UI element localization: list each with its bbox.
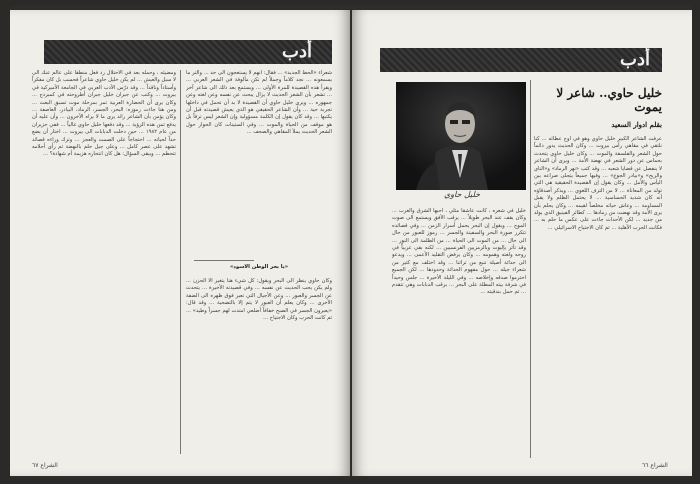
section-header-band — [380, 48, 662, 72]
right-page — [352, 10, 692, 476]
section-header-band — [44, 40, 332, 64]
text-column-left — [32, 70, 176, 456]
text-column-right — [186, 70, 332, 256]
article-title: خليل حاوي.. شاعر لا يموت — [556, 86, 662, 114]
column-text: خليل في شعره ، كانت عاشقاً مثلي ، أحبها الشرق والغرب ... وكان يقف عند البحر طويلاً ... يرقب الأفق ويستمع الى صوت الموج ... ويقول إن البحر يحمل أسرار الزمن ... وفي قصائده تتكرر صورة البحر والسفينة والجسر ... رموز للعبور من حال الى حال ... من الموت الى الحياة ... من الظلمة الى النور ... وقد تأثر بإليوت وبالرمزيين الفرنسيين ... لكنه بقي عربياً في روحه ولغته وهمومه ... وكان يرفض التقليد الأعمى ... ويدعو الى حداثة أصيلة تنبع من تراثنا ... وقد اختلف مع كثير من شعراء جيله ... حول مفهوم الحداثة وحدودها ... لكن الجميع احترموا صدقه وإخلاصه ... وفي الليلة الأخيرة ... جلس وحيداً في شرفة بيته المطلة على البحر ... يرقب الدبابات وهي تتقدم ... ثم حمل بندقيته ... — [392, 208, 526, 296]
text-column-right — [534, 136, 662, 458]
article-byline: بقلم ادوار السعيد — [611, 120, 662, 129]
column-text: عرفت الشاعر الكبير خليل حاوي وهو في أوج عطائه ... كنا نلتقي في مقاهي رأس بيروت ... وكان الحديث يدور دائماً حول الشعر والفلسفة والموت ... وكان خليل حاوي يتحدث بحماس عن دور الشعر في نهضة الأمة ... ويرى أن الشاعر لا ينفصل عن قضايا شعبه ... وقد كتب «نهر الرماد» و«الناي والريح» و«بيادر الجوع» ... وفيها جميعاً يتجلى صراعه بين اليأس والأمل ... وكان يقول إن القصيدة الحقيقية هي التي تولد من المعاناة ... لا من الترف اللغوي ... ويذكر أصدقاؤه أنه كان شديد الحساسية ... لا يحتمل الظلم ولا يقبل المساومة ... وعاش حياته مخلصاً لقيمه ... وكان يحلم بأن يرى الأمة وقد نهضت من رمادها ... كطائر الفينيق الذي يولد من جديد ... لكن الأحداث جاءت على عكس ما حلم به ... فكانت الحرب الأهلية ... ثم كان الاجتياح الاسرائيلي ... — [534, 136, 662, 231]
column-text: شعراء «الحظ الجديد» ... فقال: انهم لا يستعجون الى حد ... والتر ما يسمعونه ... نجد كلاماً وجملاً لم تكن مألوفة في الشعر العربي ... ويقرأ هذه القصيدة للمرة الأولى ... ويستمع بعد ذلك الى شاعر آخر ... تشعر بأن الشعر الحديث لا يزال يبحث عن نفسه وعن لغته وعن جمهوره ... ويرى خليل حاوي أن القصيدة لا بد أن تحمل في داخلها تجربة حية ... وأن الشاعر الحقيقي هو الذي يعيش قصيدته قبل أن يكتبها ... وقد كان يقول إن الكلمة مسؤولية وإن الشعر ليس ترفاً بل هو موقف من الحياة والموت ... وفي الستينات كان الحوار حول الشعر الحديث يملأ المقاهي والصحف ... — [186, 70, 332, 136]
photo-caption: خليل حاوي — [443, 190, 481, 199]
page-number: الشراع ٦٧ — [32, 462, 58, 469]
poem-title-block — [186, 264, 332, 274]
section-title: أدب — [282, 41, 312, 62]
column-rule — [530, 80, 531, 458]
left-page — [10, 10, 350, 476]
magazine-spread — [10, 6, 692, 478]
text-column-center — [392, 208, 526, 458]
section-title: أدب — [620, 49, 650, 70]
text-column-right-lower — [186, 278, 332, 456]
column-text: ومضيئه ، وحمله بعد في الاحتلال رد فعل منطقاً على عالم عنك الى لا سبل والعيش ... لم يكن خليل حاوي شاعراً فحسب بل كان مفكراً وأستاذاً وناقداً ... وقد درّس الأدب العربي في الجامعة الأميركية في بيروت ... وكتب عن جبران خليل جبران أطروحته في كمبردج ... وكان يرى أن الحضارة العربية تمر بمرحلة موت تسبق البعث ... ومن هنا جاءت رموزه: البحر، الجسر، الرماد، البيادر، العاصفة ... وكان يؤمن بأن الشاعر رائد يرى ما لا يراه الآخرون ... وأن عليه أن يدفع ثمن هذه الرؤية ... وقد دفعها خليل حاوي غالياً ... ففي حزيران من عام ١٩٨٢ ... حين دخلت الدبابات الى بيروت ... اختار أن يضع حداً لحياته ... احتجاجاً على الصمت والعجز ... وترك وراءه قصائد تشهد على عصر كامل ... وعلى جيل حلم بالنهضة ثم رأى أحلامه تتحطم ... ويبقى السؤال: هل كان انتحاره هزيمة أم شهادة؟ ... — [32, 70, 176, 158]
poem-title: «يا بحر الوطن الاسود» — [229, 264, 289, 270]
page-number: الشراع ٦٦ — [642, 462, 668, 469]
column-text: وكان حاوي ينظر الى البحر ويقول: كل شيء هنا يتغير الا الحزن ... ولم يكن يحب الحديث عن نفسه ... وفي قصيدته الأخيرة ... يتحدث عن الجسر والعبور ... وعن الأجيال التي تعبر فوق ظهره الى الضفة الأخرى ... وكان يعلم أن العبور لا يتم إلا بالتضحية ... وقد قال: «يعبرون الجسر في الصبح خفافاً أضلعي امتدت لهم جسراً وطيد» ... ثم كانت الحرب وكان الاجتياح ... — [186, 278, 332, 322]
column-rule — [180, 70, 181, 454]
portrait-illustration — [396, 82, 526, 190]
divider — [194, 260, 254, 261]
poet-photo — [396, 82, 526, 190]
